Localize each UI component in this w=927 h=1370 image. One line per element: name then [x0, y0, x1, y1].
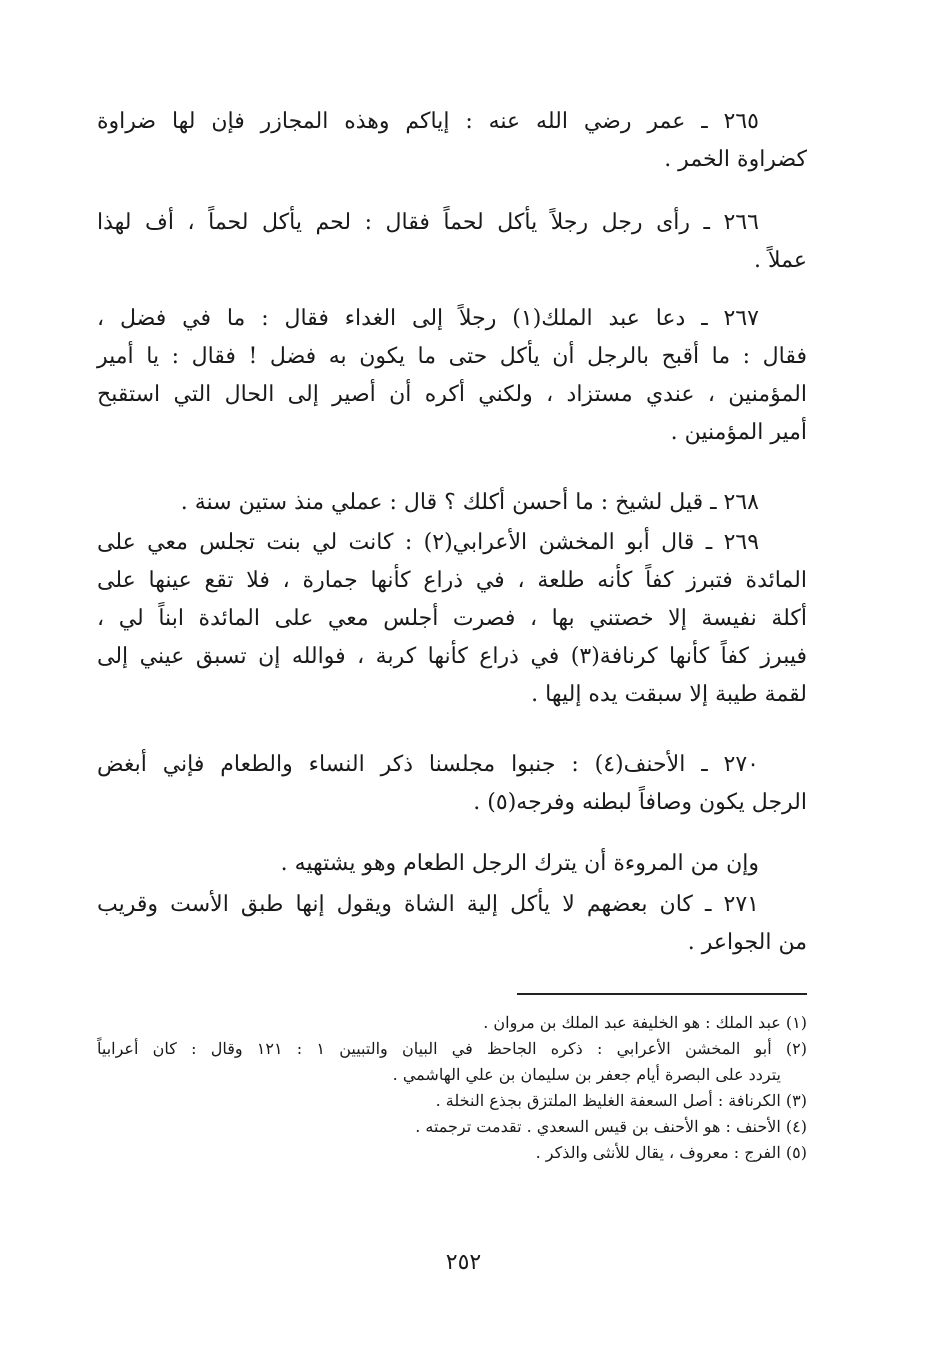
footnote-1: (١) عبد الملك : هو الخليفة عبد الملك بن مروان .	[483, 1013, 807, 1032]
entry-269-line-1: ٢٦٩ ـ قال أبو المخشن الأعرابي(٢) : كانت لي بنت تجلس معي على	[97, 530, 760, 555]
footnote-5: (٥) الفرج : معروف ، يقال للأنثى والذكر .	[535, 1143, 807, 1162]
footnotes	[97, 1010, 807, 1166]
footnote-2-line-1: (٢) أبو المخشن الأعرابي : ذكره الجاحظ في البيان والتبيين ١ : ١٢١ وقال : كان أعرابياً	[97, 1039, 807, 1058]
entry-271-line-1: ٢٧١ ـ كان بعضهم لا يأكل إلية الشاة ويقول إنها طبق الأست وقريب	[97, 892, 759, 917]
footnote-3: (٣) الكرنافة : أصل السعفة الغليظ الملتزق بجذع النخلة .	[435, 1091, 807, 1110]
footnote-2-line-2: يتردد على البصرة أيام جعفر بن سليمان بن علي الهاشمي .	[392, 1065, 781, 1084]
note-paragraph	[97, 845, 807, 883]
entry-265-line-1: ٢٦٥ ـ عمر رضي الله عنه : إياكم وهذه المجازر فإن لها ضراوة	[97, 109, 759, 134]
entry-266-line-1: ٢٦٦ ـ رأى رجل رجلاً يأكل لحماً فقال : لحم يأكل لحماً ، أف لهذا	[97, 210, 759, 235]
entry-270-line-1: ٢٧٠ ـ الأحنف(٤) : جنبوا مجلسنا ذكر النساء والطعام فإني أبغض	[97, 752, 759, 777]
entry-267-line-4: أمير المؤمنين .	[670, 420, 807, 445]
entry-270	[97, 746, 807, 822]
entry-266	[97, 204, 807, 280]
entry-265	[97, 103, 807, 179]
entry-269	[97, 524, 807, 714]
entry-269-line-2: المائدة فتبرز كفاً كأنه طلعة ، في ذراع كأنها جمارة ، فلا تقع عينها على	[97, 568, 807, 593]
page-number: ٢٥٢	[445, 1250, 482, 1275]
entry-265-line-2: كضراوة الخمر .	[664, 147, 807, 172]
note-line-1: وإن من المروءة أن يترك الرجل الطعام وهو يشتهيه .	[280, 851, 759, 876]
entry-269-line-5: لقمة طيبة إلا سبقت يده إليها .	[531, 682, 807, 707]
entry-269-line-4: فيبرز كفاً كأنها كرنافة(٣) في ذراع كأنها كربة ، فوالله إن تسبق عيني إلى	[97, 644, 807, 669]
entry-268	[97, 484, 807, 522]
entry-271	[97, 886, 807, 962]
entry-266-line-2: عملاً .	[754, 248, 807, 273]
footnote-4: (٤) الأحنف : هو الأحنف بن قيس السعدي . تقدمت ترجمته .	[415, 1117, 807, 1136]
footnote-separator	[517, 993, 807, 995]
entry-267-line-2: فقال : ما أقبح بالرجل أن يأكل حتى ما يكون به فضل ! فقال : يا أمير	[97, 344, 807, 369]
entry-270-line-2: الرجل يكون وصافاً لبطنه وفرجه(٥) .	[473, 790, 807, 815]
entry-267-line-3: المؤمنين ، عندي مستزاد ، ولكني أكره أن أصير إلى الحال التي استقبح	[97, 382, 807, 407]
entry-267	[97, 300, 807, 452]
entry-268-line-1: ٢٦٨ ـ قيل لشيخ : ما أحسن أكلك ؟ قال : عملي منذ ستين سنة .	[180, 490, 759, 515]
entry-269-line-3: أكلة نفيسة إلا خصتني بها ، فصرت أجلس معي على المائدة ابناً لي ،	[97, 606, 807, 631]
entry-271-line-2: من الجواعر .	[687, 930, 807, 955]
entry-267-line-1: ٢٦٧ ـ دعا عبد الملك(١) رجلاً إلى الغداء فقال : ما في فضل ،	[97, 306, 759, 331]
